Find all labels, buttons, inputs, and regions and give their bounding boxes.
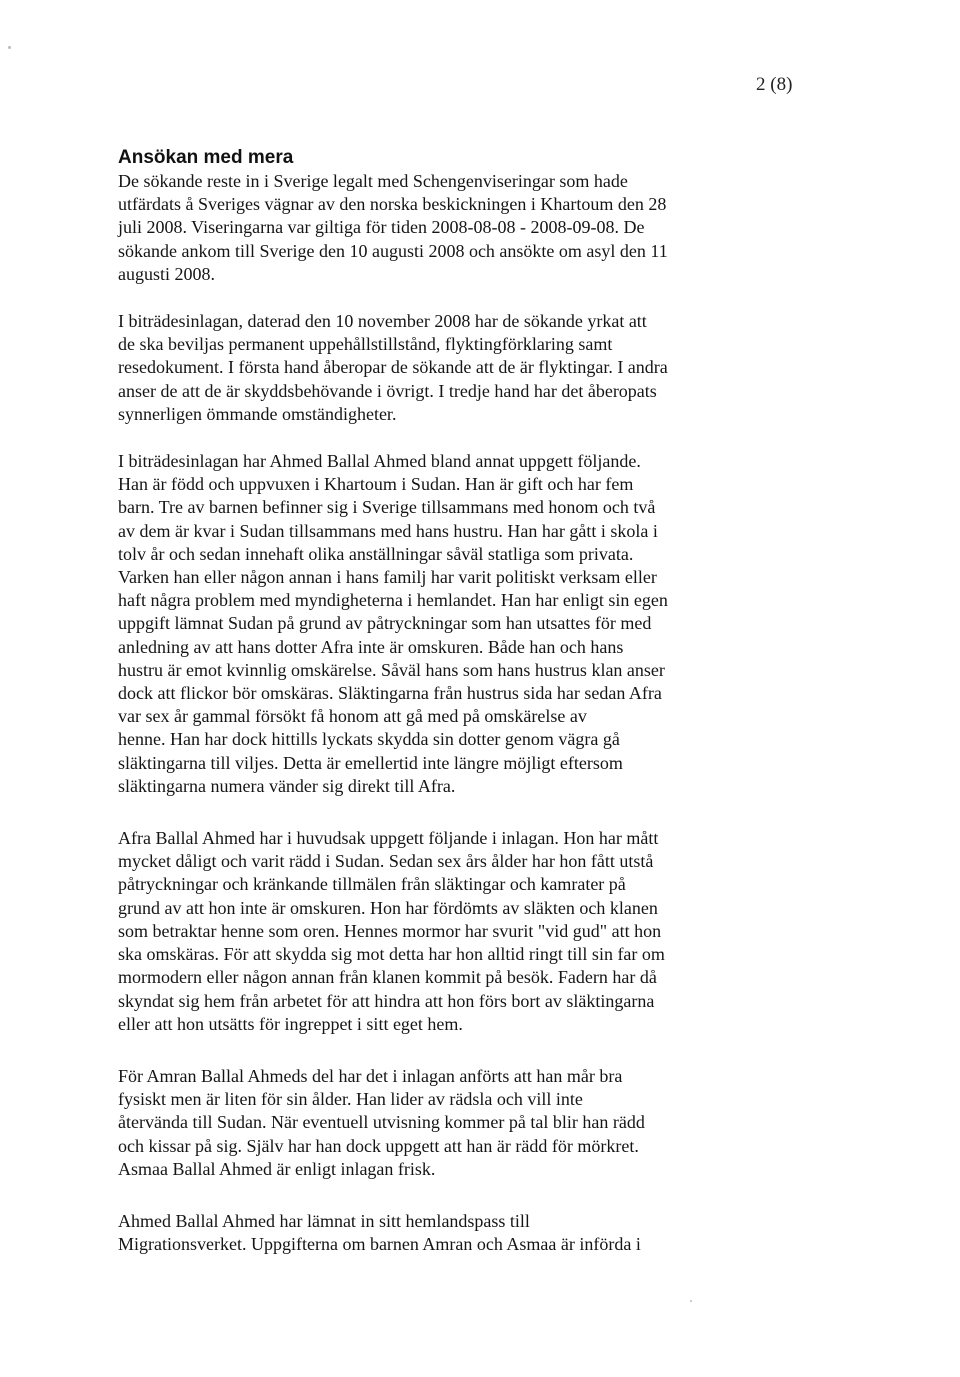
text-line: För Amran Ballal Ahmeds del har det i inlagan anförts att han mår bra (118, 1065, 623, 1086)
text-line: av dem är kvar i Sudan tillsammans med hans hustru. Han har gått i skola i (118, 520, 658, 541)
scan-speck (690, 1300, 692, 1302)
text-line: mormodern eller någon annan från klanen kommit på besök. Fadern har då (118, 967, 657, 988)
text-line: som betraktar henne som oren. Hennes mormor har svurit "vid gud" att hon (118, 920, 662, 941)
text-line: var sex år gammal försökt få honom att gå med på omskärelse av (118, 706, 587, 727)
text-line: och kissar på sig. Själv har han dock uppgett att han är rädd för mörkret. (118, 1135, 639, 1156)
text-line: uppgift lämnat Sudan på grund av påtryckningar som han utsattes för med (118, 613, 652, 634)
text-line: eller att hon utsätts för ingreppet i sitt eget hem. (118, 1013, 463, 1034)
text-line: synnerligen ömmande omständigheter. (118, 403, 397, 424)
text-line: Ahmed Ballal Ahmed har lämnat in sitt hemlandspass till (118, 1210, 530, 1231)
scan-speck (8, 46, 11, 49)
text-line: Varken han eller någon annan i hans familj har varit politiskt verksam eller (118, 567, 657, 588)
text-line: henne. Han har dock hittills lyckats skydda sin dotter genom vägra gå (118, 729, 620, 750)
text-line: anledning av att hans dotter Afra inte är omskuren. Både han och hans (118, 636, 624, 657)
text-line: hustru är emot kvinnlig omskärelse. Såväl hans som hans hustrus klan anser (118, 659, 665, 680)
text-line: fysiskt men är liten för sin ålder. Han lider av rädsla och vill inte (118, 1089, 583, 1110)
text-line: barn. Tre av barnen befinner sig i Sverige tillsammans med honom och två (118, 497, 656, 518)
text-line: De sökande reste in i Sverige legalt med Schengenviseringar som hade (118, 171, 628, 191)
text-line: dock att flickor bör omskäras. Släktingarna från hustrus sida har sedan Afra (118, 683, 662, 704)
text-line: Asmaa Ballal Ahmed är enligt inlagan frisk. (118, 1158, 436, 1179)
paragraph-travel (118, 170, 743, 286)
paragraph-gap (118, 1181, 743, 1210)
paragraph-afra (118, 827, 743, 1036)
text-line: mycket dåligt och varit rädd i Sudan. Sedan sex års ålder har hon fått utstå (118, 851, 654, 872)
text-line: släktingarna numera vänder sig direkt till Afra. (118, 775, 456, 796)
paragraph-gap (118, 426, 743, 450)
text-line: I biträdesinlagan har Ahmed Ballal Ahmed bland annat uppgett följande. (118, 451, 641, 472)
text-line: Han är född och uppvuxen i Khartoum i Sudan. Han är gift och har fem (118, 474, 634, 495)
text-line: skyndat sig hem från arbetet för att hindra att hon förs bort av släktingarna (118, 990, 655, 1011)
text-line: återvända till Sudan. När eventuell utvisning kommer på tal blir han rädd (118, 1112, 645, 1133)
text-line: ska omskäras. För att skydda sig mot detta har hon alltid ringt till sin far om (118, 944, 665, 965)
paragraph-gap (118, 798, 743, 827)
text-line: resedokument. I första hand åberopar de sökande att de är flyktingar. I andra (118, 357, 668, 378)
text-line: grund av att hon inte är omskuren. Hon har fördömts av släkten och klanen (118, 897, 658, 918)
text-line: släktingarna till viljes. Detta är emellertid inte längre möjligt eftersom (118, 752, 623, 773)
section-heading: Ansökan med mera (118, 147, 294, 168)
text-line: juli 2008. Viseringarna var giltiga för tiden 2008-08-08 - 2008-09-08. De (118, 217, 645, 238)
text-line: Migrationsverket. Uppgifterna om barnen Amran och Asmaa är införda i (118, 1234, 641, 1255)
paragraph-claims (118, 310, 743, 426)
paragraph-gap (118, 1036, 743, 1065)
text-line: haft några problem med myndigheterna i hemlandet. Han har enligt sin egen (118, 590, 668, 611)
text-line: utfärdats å Sveriges vägnar av den norska beskickningen i Khartoum den 28 (118, 194, 667, 215)
text-line: de ska beviljas permanent uppehållstillstånd, flyktingförklaring samt (118, 334, 613, 355)
page-number: 2 (8) (756, 74, 793, 95)
document-body (118, 146, 743, 1256)
text-line: tolv år och sedan innehaft olika anställningar såväl statliga som privata. (118, 543, 634, 564)
paragraph-gap (118, 286, 743, 310)
text-line: anser de att de är skyddsbehövande i övrigt. I tredje hand har det åberopats (118, 380, 657, 401)
text-line: påtryckningar och kränkande tillmälen från släktingar och kamrater på (118, 874, 626, 895)
text-line: sökande ankom till Sverige den 10 augusti 2008 och ansökte om asyl den 11 (118, 240, 668, 261)
paragraph-passport (118, 1210, 743, 1256)
paragraph-ahmed (118, 450, 743, 798)
text-line: Afra Ballal Ahmed har i huvudsak uppgett följande i inlagan. Hon har mått (118, 828, 659, 849)
text-line: I biträdesinlagan, daterad den 10 november 2008 har de sökande yrkat att (118, 311, 647, 332)
text-line: augusti 2008. (118, 263, 215, 284)
paragraph-amran (118, 1065, 743, 1181)
